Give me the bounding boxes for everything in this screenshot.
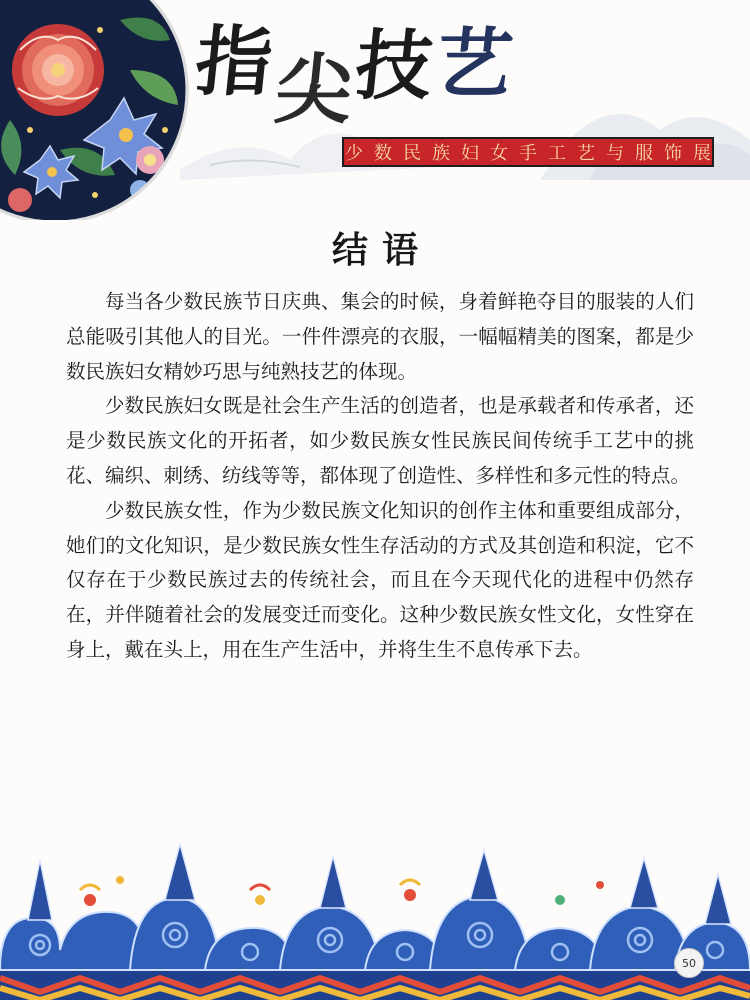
paragraph-3: 少数民族女性，作为少数民族文化知识的创作主体和重要组成部分，她们的文化知识，是少数民族女性生存活动的方式及其创造和积淀，它不仅存在于少数民族过去的传统社会，而且在今天现代化的进程中仍然存在，并伴随着社会的发展变迁而变化。这种少数民族女性文化，女性穿在身上，戴在头上，用在生产生活中，并将生生不息传承下去。 bbox=[66, 498, 694, 661]
title-char-1: 指 bbox=[191, 17, 281, 106]
peony-embroidery-medallion-icon bbox=[0, 0, 190, 220]
section-heading: 结语 bbox=[331, 229, 432, 271]
title-char-3: 技 bbox=[351, 21, 441, 110]
title-char-4: 艺 bbox=[431, 19, 521, 108]
title-char-2: 尖 bbox=[271, 45, 361, 134]
exhibition-title bbox=[191, 17, 556, 154]
subtitle-banner bbox=[342, 137, 722, 167]
paragraph-2: 少数民族妇女既是社会生产生活的创造者，也是承载者和传承者，还是少数民族文化的开拓者，如少数民族女性民族民间传统手工艺中的挑花、编织、刺绣、纺线等等，都体现了创造性、多样性和多元性的特点。 bbox=[66, 394, 694, 487]
paragraph-1: 每当各少数民族节日庆典、集会的时候，身着鲜艳夺目的服装的人们总能吸引其他人的目光。一件件漂亮的衣服，一幅幅精美的图案，都是少数民族妇女精妙巧思与纯熟技艺的体现。 bbox=[66, 290, 694, 383]
body-text bbox=[66, 285, 694, 668]
page-number: 50 bbox=[674, 948, 704, 978]
subtitle-text: 少数民族妇女手工艺与服饰展 bbox=[345, 143, 722, 164]
wave-pattern-border-icon bbox=[0, 840, 750, 1000]
